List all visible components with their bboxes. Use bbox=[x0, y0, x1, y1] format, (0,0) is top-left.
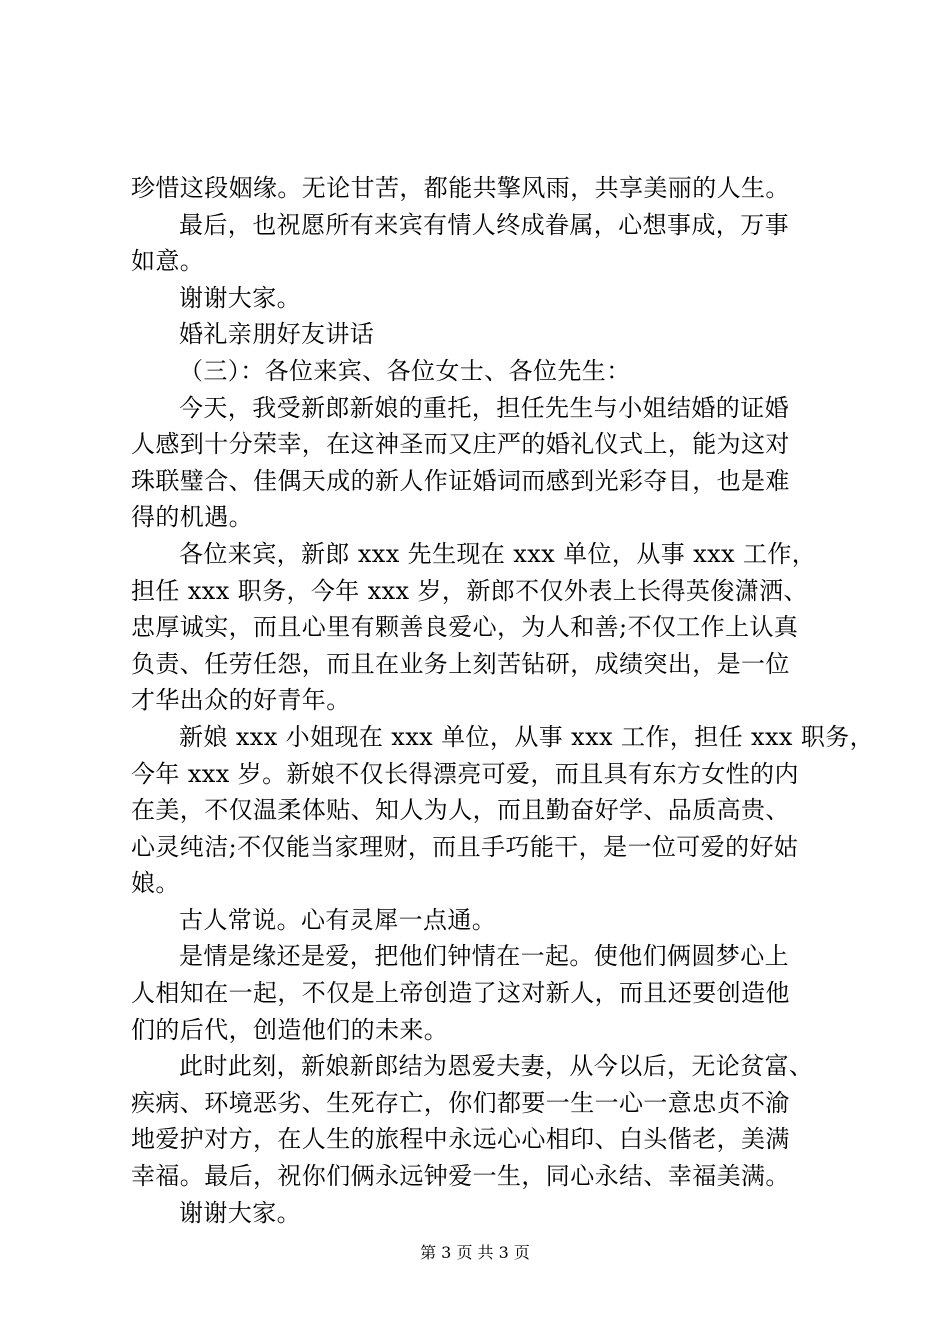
text-line: 是情是缘还是爱，把他们钟情在一起。使他们俩圆梦心上 bbox=[179, 942, 789, 971]
text-line: 们的后代，创造他们的未来。 bbox=[131, 1015, 449, 1044]
text-line: 新娘 xxx 小姐现在 xxx 单位，从事 xxx 工作，担任 xxx 职务， bbox=[179, 722, 875, 751]
text-line: 婚礼亲朋好友讲话 bbox=[179, 320, 375, 349]
text-line: 珠联璧合、佳偶天成的新人作证婚词而感到光彩夺目，也是难 bbox=[131, 466, 790, 495]
text-line: 今年 xxx 岁。新娘不仅长得漂亮可爱，而且具有东方女性的内 bbox=[131, 759, 799, 788]
text-line: 今天，我受新郎新娘的重托，担任先生与小姐结婚的证婚 bbox=[179, 393, 789, 422]
text-line: 娘。 bbox=[131, 869, 180, 898]
text-line: 疾病、环境恶劣、生死存亡，你们都要一生一心一意忠贞不渝 bbox=[131, 1088, 790, 1117]
text-line: 担任 xxx 职务，今年 xxx 岁，新郎不仅外表上长得英俊潇洒、 bbox=[131, 576, 808, 605]
text-line: 得的机遇。 bbox=[131, 503, 253, 532]
text-line: 最后，也祝愿所有来宾有情人终成眷属，心想事成，万事 bbox=[179, 210, 789, 239]
text-line: 才华出众的好青年。 bbox=[131, 686, 351, 715]
text-line: 忠厚诚实，而且心里有颗善良爱心，为人和善;不仅工作上认真 bbox=[131, 613, 799, 642]
text-line: 心灵纯洁;不仅能当家理财，而且手巧能干，是一位可爱的好姑 bbox=[131, 832, 799, 861]
text-line: 幸福。最后，祝你们俩永远钟爱一生，同心永结、幸福美满。 bbox=[131, 1162, 790, 1191]
text-line: 谢谢大家。 bbox=[179, 1198, 301, 1227]
text-line: 如意。 bbox=[131, 247, 205, 276]
text-line: 地爱护对方，在人生的旅程中永远心心相印、白头偕老，美满 bbox=[131, 1125, 790, 1154]
text-line: 古人常说。心有灵犀一点通。 bbox=[179, 905, 497, 934]
text-line: （三）：各位来宾、各位女士、各位先生： bbox=[179, 356, 631, 385]
page-footer: 第 3 页 共 3 页 bbox=[420, 1243, 530, 1262]
document-body bbox=[131, 170, 875, 1231]
text-line: 人感到十分荣幸，在这神圣而又庄严的婚礼仪式上，能为这对 bbox=[131, 430, 790, 459]
text-line: 珍惜这段姻缘。无论甘苦，都能共擎风雨，共享美丽的人生。 bbox=[131, 174, 790, 202]
text-line: 此时此刻，新娘新郎结为恩爱夫妻，从今以后，无论贫富、 bbox=[179, 1052, 814, 1081]
text-line: 负责、任劳任怨，而且在业务上刻苦钻研，成绩突出，是一位 bbox=[131, 649, 790, 678]
text-line: 人相知在一起，不仅是上帝创造了这对新人，而且还要创造他 bbox=[131, 979, 790, 1008]
text-line: 谢谢大家。 bbox=[179, 283, 301, 312]
text-line: 各位来宾，新郎 xxx 先生现在 xxx 单位，从事 xxx 工作， bbox=[179, 539, 817, 568]
text-line: 在美，不仅温柔体贴、知人为人，而且勤奋好学、品质高贵、 bbox=[131, 796, 790, 825]
